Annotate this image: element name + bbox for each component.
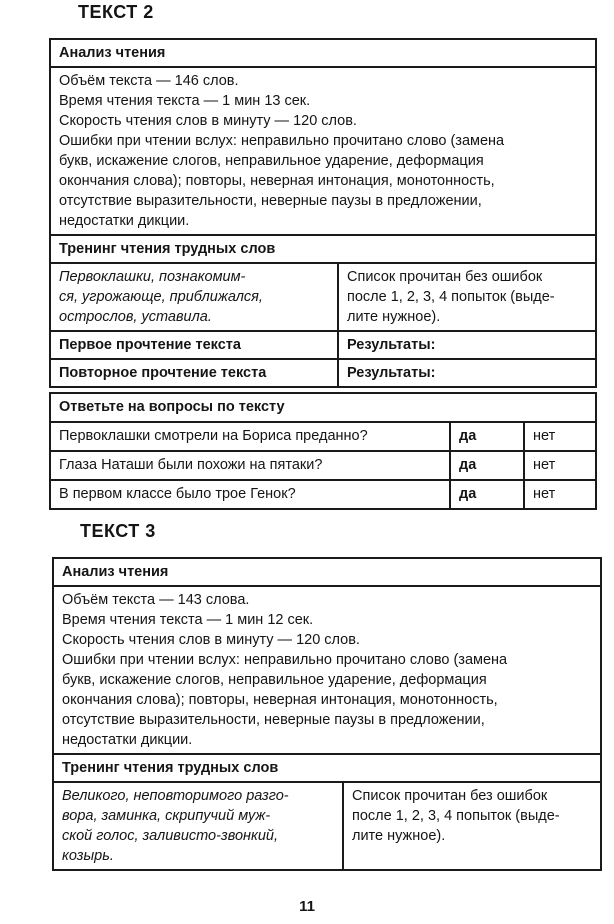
- text3-words-line: козырь.: [62, 848, 114, 864]
- text2-heading: ТЕКСТ 2: [78, 2, 154, 22]
- text2-analysis-title: Анализ чтения: [50, 39, 596, 67]
- text2-list-line: после 1, 2, 3, 4 попыток (выде-: [347, 289, 555, 305]
- text3-list-line: лите нужное).: [352, 828, 446, 844]
- text3-analysis-line: отсутствие выразительности, неверные паузы в предложении,: [62, 712, 485, 728]
- text3-analysis-title: Анализ чтения: [53, 558, 601, 586]
- text3-words-line: Великого, неповторимого разго-: [62, 788, 289, 804]
- question-text: Первоклашки смотрели на Бориса преданно?: [50, 422, 450, 451]
- text2-analysis-line: отсутствие выразительности, неверные паузы в предложении,: [59, 193, 482, 209]
- text2-list-result: [338, 263, 596, 331]
- text2-difficult-words: [50, 263, 338, 331]
- text3-words-line: ской голос, заливисто-звонкий,: [62, 828, 278, 844]
- text2-analysis-body: [50, 67, 596, 235]
- text2-analysis-table: [49, 38, 597, 388]
- question-text: В первом классе было трое Генок?: [50, 480, 450, 509]
- text2-first-reading: Первое прочтение текста: [50, 331, 338, 359]
- text3-analysis-body: [53, 586, 601, 754]
- question-text: Глаза Наташи были похожи на пятаки?: [50, 451, 450, 480]
- text2-list-line: лите нужное).: [347, 309, 441, 325]
- answer-yes[interactable]: да: [450, 451, 524, 480]
- text2-questions-table: [49, 392, 597, 510]
- table-row: [50, 422, 596, 451]
- text2-analysis-line: недостатки дикции.: [59, 213, 190, 229]
- text3-analysis-line: Скорость чтения слов в минуту — 120 слов.: [62, 632, 360, 648]
- text3-analysis-line: Объём текста — 143 слова.: [62, 592, 250, 608]
- table-row: [50, 451, 596, 480]
- text3-analysis-line: Ошибки при чтении вслух: неправильно прочитано слово (замена: [62, 652, 508, 668]
- text2-analysis-line: Время чтения текста — 1 мин 13 сек.: [59, 93, 311, 109]
- text3-analysis-table: [52, 557, 602, 871]
- text2-analysis-line: Ошибки при чтении вслух: неправильно прочитано слово (замена: [59, 133, 505, 149]
- text2-list-line: Список прочитан без ошибок: [347, 269, 543, 285]
- text3-heading: ТЕКСТ 3: [80, 521, 156, 541]
- text3-analysis-line: Время чтения текста — 1 мин 12 сек.: [62, 612, 314, 628]
- text2-results-1: Результаты:: [338, 331, 596, 359]
- text2-results-2: Результаты:: [338, 359, 596, 387]
- text3-analysis-line: окончания слова); повторы, неверная интонация, монотонность,: [62, 692, 498, 708]
- text2-training-title: Тренинг чтения трудных слов: [50, 235, 596, 263]
- text3-analysis-line: недостатки дикции.: [62, 732, 193, 748]
- text2-words-line: ся, угрожающе, приближался,: [59, 289, 263, 305]
- table-row: [50, 480, 596, 509]
- answer-no[interactable]: нет: [524, 422, 596, 451]
- text2-analysis-line: букв, искажение слогов, неправильное ударение, деформация: [59, 153, 484, 169]
- text3-list-line: после 1, 2, 3, 4 попыток (выде-: [352, 808, 560, 824]
- answer-yes[interactable]: да: [450, 480, 524, 509]
- text2-analysis-line: Скорость чтения слов в минуту — 120 слов.: [59, 113, 357, 129]
- page-number: 11: [299, 898, 315, 915]
- answer-no[interactable]: нет: [524, 451, 596, 480]
- answer-yes[interactable]: да: [450, 422, 524, 451]
- text3-words-line: вора, заминка, скрипучий муж-: [62, 808, 271, 824]
- text2-analysis-line: Объём текста — 146 слов.: [59, 73, 239, 89]
- answer-no[interactable]: нет: [524, 480, 596, 509]
- text3-list-line: Список прочитан без ошибок: [352, 788, 548, 804]
- text3-list-result: [343, 782, 601, 870]
- text2-analysis-line: окончания слова); повторы, неверная интонация, монотонность,: [59, 173, 495, 189]
- text3-analysis-line: букв, искажение слогов, неправильное ударение, деформация: [62, 672, 487, 688]
- text2-questions-title: Ответьте на вопросы по тексту: [50, 393, 596, 422]
- text2-words-line: острослов, уставила.: [59, 309, 212, 325]
- text3-difficult-words: [53, 782, 343, 870]
- text2-words-line: Первоклашки, познакомим-: [59, 269, 246, 285]
- text3-training-title: Тренинг чтения трудных слов: [53, 754, 601, 782]
- text2-repeat-reading: Повторное прочтение текста: [50, 359, 338, 387]
